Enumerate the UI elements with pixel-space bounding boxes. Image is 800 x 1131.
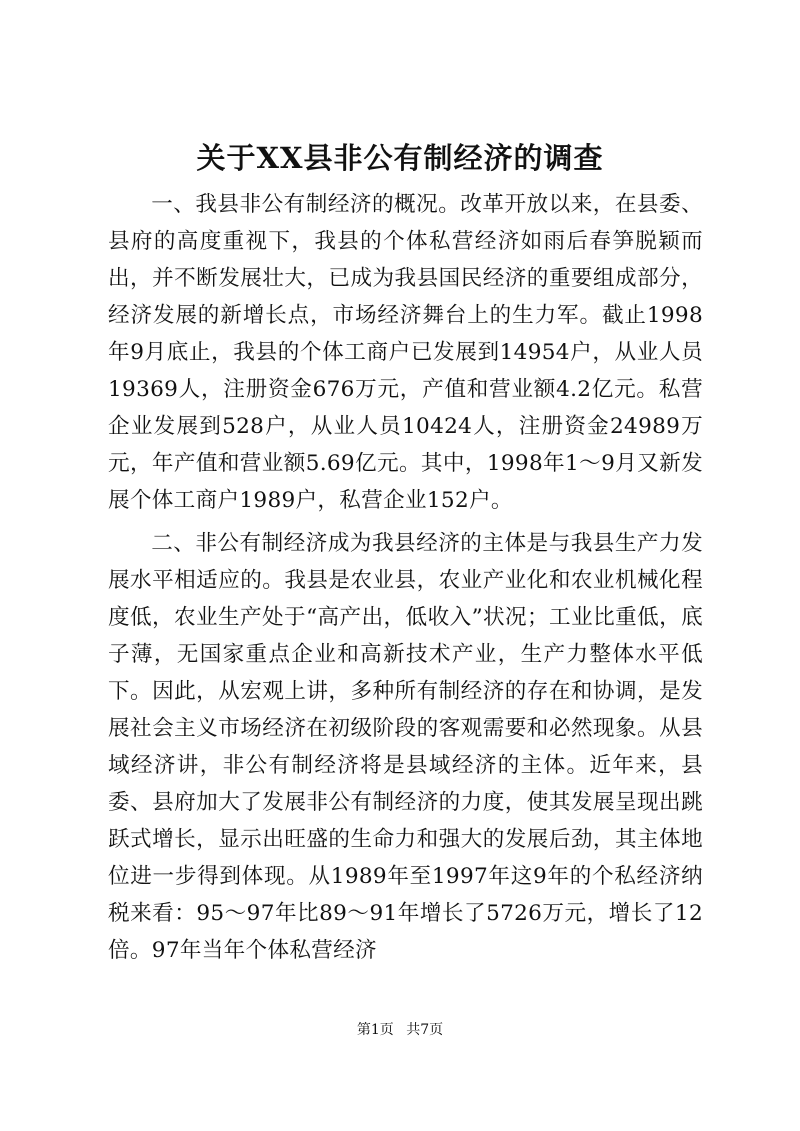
document-body bbox=[108, 186, 703, 969]
paragraph-overview: 一、我县非公有制经济的概况。改革开放以来，在县委、县府的高度重视下，我县的个体私营经济如雨后春笋脱颖而出，并不断发展壮大，已成为我县国民经济的重要组成部分，经济发展的新增长点，市场经济舞台上的生力军。截止1998年9月底止，我县的个体工商户已发展到14954户，从业人员19369人，注册资金676万元，产值和营业额4.2亿元。私营企业发展到528户，从业人员10424人，注册资金24989万元，年产值和营业额5.69亿元。其中，1998年1～9月又新发展个体工商户1989户，私营企业152户。 bbox=[108, 192, 703, 513]
page-number: 第1页 bbox=[356, 1022, 394, 1038]
paragraph-main-body: 二、非公有制经济成为我县经济的主体是与我县生产力发展水平相适应的。我县是农业县，农业产业化和农业机械化程度低，农业生产处于“高产出，低收入”状况；工业比重低，底子薄，无国家重点企业和高新技术产业，生产力整体水平低下。因此，从宏观上讲，多种所有制经济的存在和协调，是发展社会主义市场经济在初级阶段的客观需要和必然现象。从县域经济讲，非公有制经济将是县域经济的主体。近年来，县委、县府加大了发展非公有制经济的力度，使其发展呈现出跳跃式增长，显示出旺盛的生命力和强大的发展后劲，其主体地位进一步得到体现。从1989年至1997年这9年的个私经济纳税来看：95～97年比89～91年增长了5726万元，增长了12倍。97年当年个体私营经济 bbox=[108, 531, 703, 963]
page-total: 共7页 bbox=[406, 1022, 444, 1038]
document-title: 关于XX县非公有制经济的调查 bbox=[196, 141, 604, 175]
page-footer bbox=[0, 1020, 800, 1040]
